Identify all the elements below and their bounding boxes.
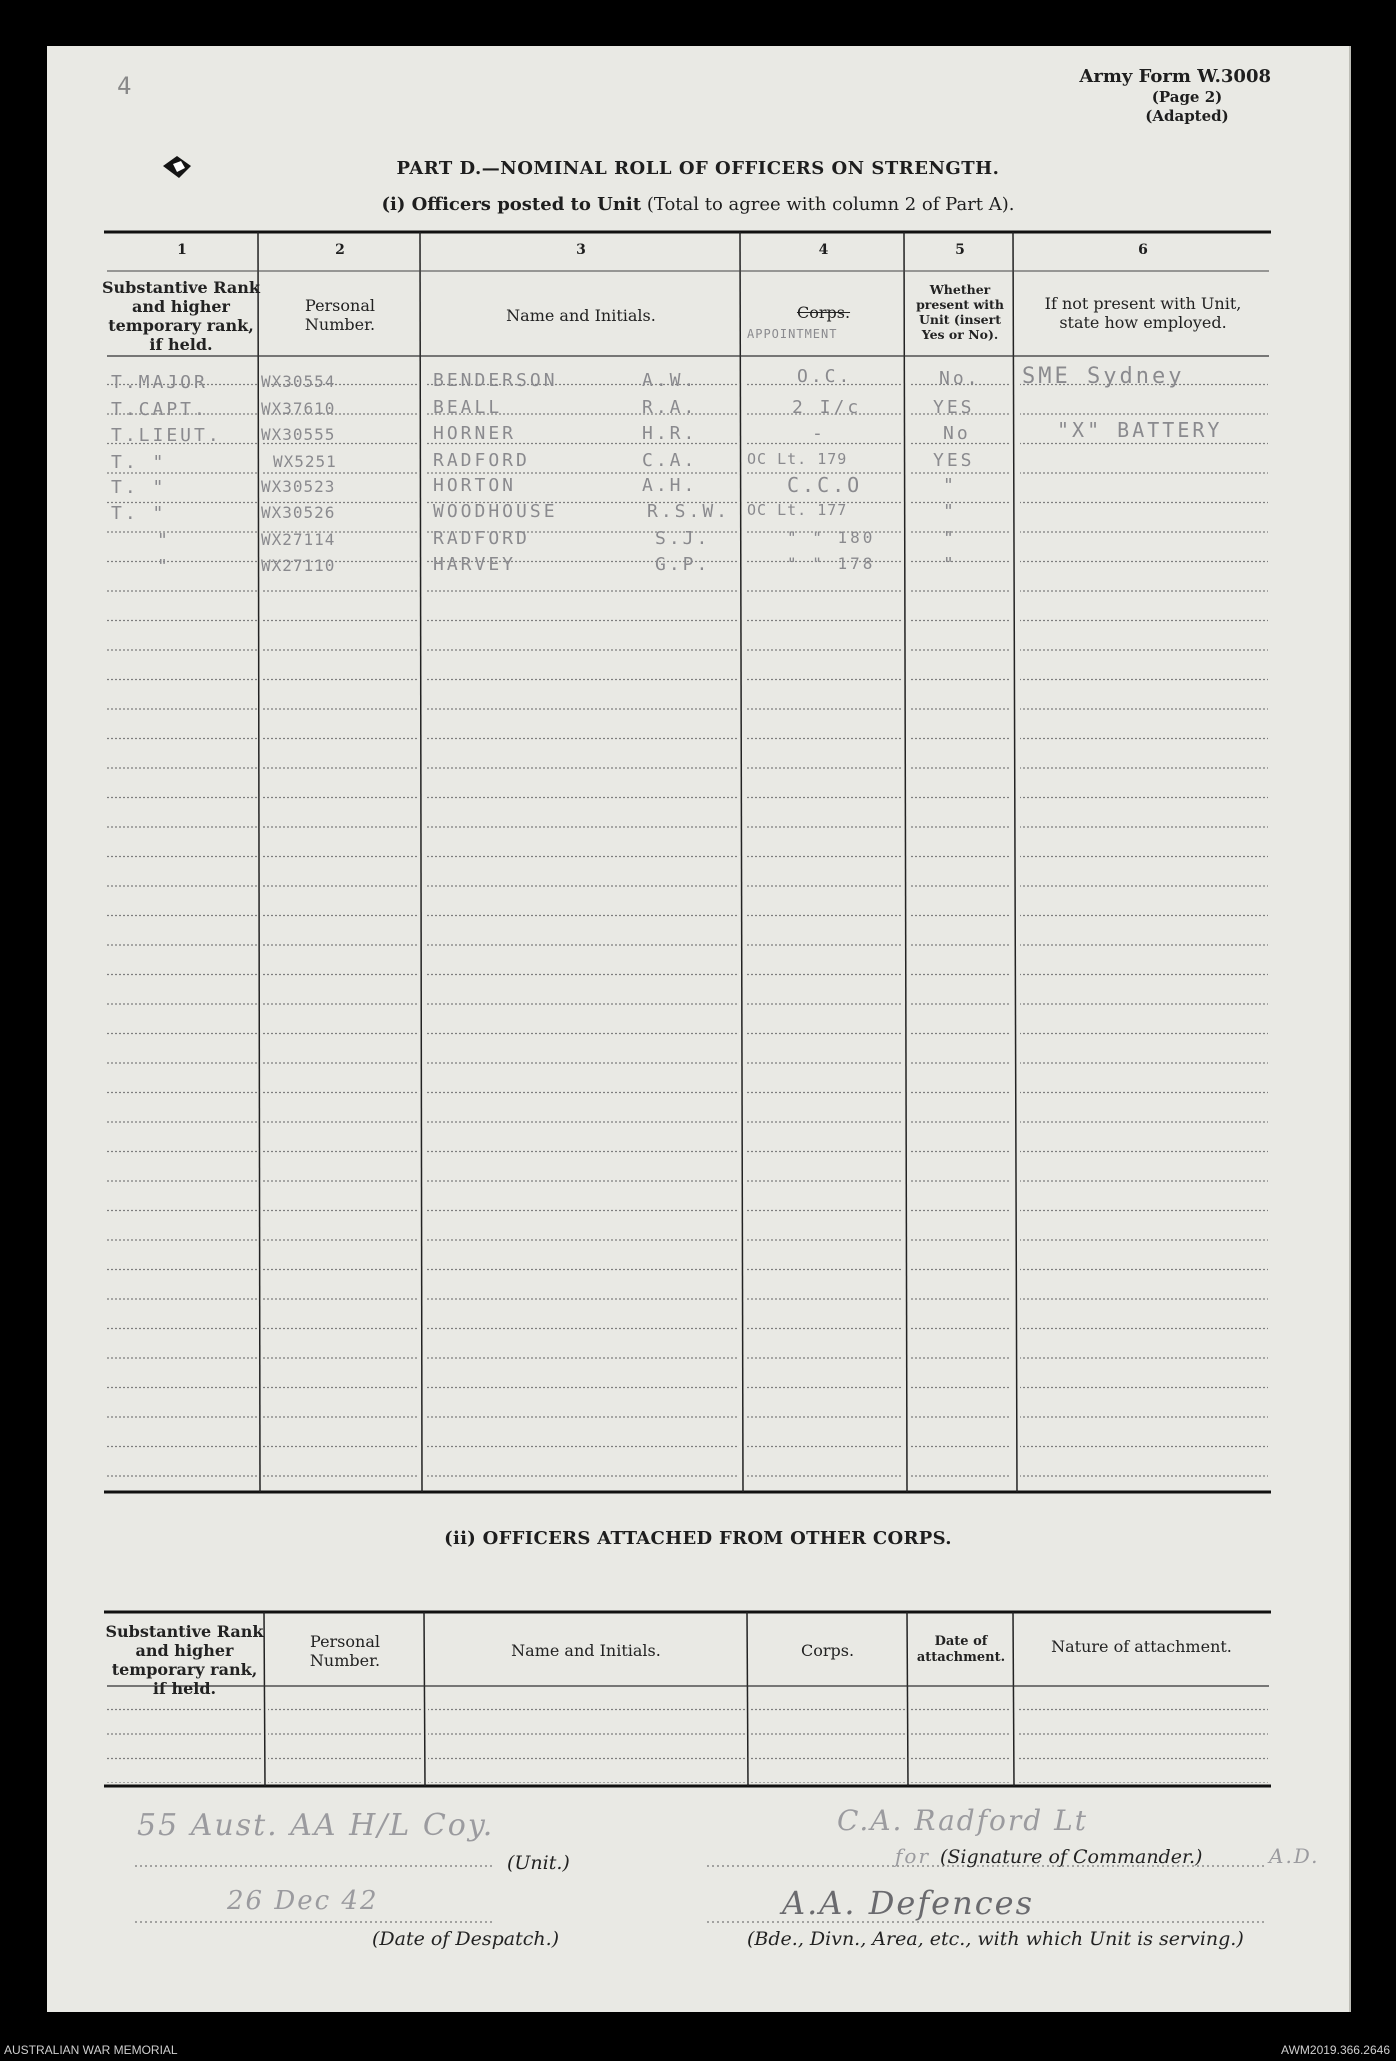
- cell-present: ": [943, 475, 957, 496]
- form-name: Army Form W.3008: [1079, 66, 1271, 87]
- cell-present: No.: [939, 368, 981, 389]
- cell-corps: OC Lt. 179: [747, 450, 848, 468]
- attached-header-date-line: Date of: [934, 1634, 988, 1649]
- formation-label: (Bde., Divn., Area, etc., with which Unit is serving.): [747, 1928, 1244, 1950]
- signature-label: (Signature of Commander.): [940, 1846, 1203, 1868]
- cell-employed: SME Sydney: [1022, 364, 1185, 389]
- cell-initials: A.H.: [642, 475, 698, 496]
- header-rank-line: and higher: [132, 297, 230, 316]
- form-page-number: (Page 2): [1151, 88, 1223, 106]
- attached-header-nature: Nature of attachment.: [1051, 1637, 1232, 1656]
- attached-header-rank-line: temporary rank,: [111, 1660, 258, 1679]
- unit-label: (Unit.): [507, 1852, 570, 1874]
- col-number-3: 3: [576, 242, 586, 258]
- cell-present: ": [943, 554, 957, 575]
- cell-number: WX27110: [261, 556, 336, 575]
- cell-name: HORNER: [433, 423, 517, 444]
- cell-corps: -: [812, 423, 826, 444]
- cell-corps: OC Lt. 177: [747, 501, 848, 519]
- signature-suffix: A.D.: [1269, 1844, 1320, 1868]
- header-whether-line: Unit (insert: [919, 312, 1001, 327]
- attached-header-rank-line: if held.: [152, 1679, 217, 1698]
- cell-corps: C.C.O: [787, 473, 863, 497]
- header-rank-line: Substantive Rank: [101, 278, 261, 297]
- cell-name: WOODHOUSE: [433, 501, 558, 522]
- cell-initials: A.W.: [642, 370, 698, 391]
- cell-number: WX27114: [261, 530, 336, 549]
- cell-number: WX30555: [261, 425, 336, 444]
- cell-corps: O.C.: [797, 366, 853, 387]
- part-d-subtitle-bold: (i) Officers posted to Unit: [381, 194, 642, 215]
- header-personal-line: Personal: [305, 296, 375, 315]
- part-d-title: PART D.—NOMINAL ROLL OF OFFICERS ON STRENGTH.: [396, 158, 1000, 179]
- header-rank: [91, 278, 271, 354]
- header-corps: Corps.: [796, 303, 851, 322]
- header-not-present: [1017, 294, 1269, 332]
- cell-initials: R.S.W.: [647, 501, 731, 522]
- cell-name: RADFORD: [433, 528, 530, 549]
- cell-number: WX30523: [261, 477, 336, 496]
- cell-initials: C.A.: [642, 450, 698, 471]
- attached-header-date: [908, 1634, 1014, 1666]
- signature-value: C.A. Radford Lt: [837, 1804, 1088, 1837]
- header-not-present-line: state how employed.: [1059, 313, 1227, 332]
- col-number-5: 5: [955, 242, 965, 258]
- header-corps-handwritten: APPOINTMENT: [747, 327, 838, 341]
- archive-credit: AUSTRALIAN WAR MEMORIAL: [4, 2043, 178, 2057]
- cell-rank: T.MAJOR: [111, 372, 208, 393]
- part-d-subtitle-rest: (Total to agree with column 2 of Part A).: [646, 194, 1015, 215]
- header-personal-number: [260, 296, 420, 334]
- form-adapted: (Adapted): [1145, 107, 1229, 125]
- header-whether-line: Yes or No).: [921, 327, 999, 342]
- cell-present: YES: [933, 397, 975, 418]
- col-number-4: 4: [818, 242, 829, 258]
- attached-header-date-line: attachment.: [916, 1650, 1006, 1665]
- header-rank-line: if held.: [149, 335, 213, 354]
- date-value: 26 Dec 42: [227, 1886, 379, 1916]
- cell-rank: T. ": [111, 503, 167, 524]
- attached-header-name: Name and Initials.: [511, 1641, 661, 1660]
- attached-header-rank-line: Substantive Rank: [105, 1622, 264, 1641]
- unit-value: 55 Aust. AA H/L Coy.: [137, 1808, 495, 1843]
- header-personal-line: Number.: [304, 315, 376, 334]
- cell-rank: T.CAPT.: [111, 399, 208, 420]
- cell-name: HARVEY: [433, 554, 517, 575]
- formation-value: A.A. Defences: [782, 1884, 1034, 1922]
- corner-mark: 4: [117, 72, 135, 100]
- cell-rank: ": [157, 556, 171, 577]
- attached-header-rank: [97, 1622, 272, 1698]
- cell-initials: R.A.: [642, 397, 698, 418]
- attached-header-personal-line: Number.: [309, 1651, 381, 1670]
- cell-corps: " " 180: [787, 528, 876, 547]
- cell-number: WX37610: [261, 399, 336, 418]
- col-number-2: 2: [335, 242, 345, 258]
- cell-present: No: [943, 423, 971, 444]
- header-whether-line: Whether: [929, 282, 991, 297]
- cell-number: WX30526: [261, 503, 336, 522]
- attached-header-personal: [265, 1632, 425, 1670]
- header-whether-present: [907, 282, 1013, 342]
- header-rank-line: temporary rank,: [108, 316, 254, 335]
- cell-rank: T.LIEUT.: [111, 425, 222, 446]
- form-page: [47, 46, 1351, 2012]
- cell-present: ": [943, 528, 957, 549]
- archive-reference: AWM2019.366.2646: [1281, 2043, 1390, 2057]
- cell-employed: "X" BATTERY: [1057, 418, 1223, 442]
- attached-header-rank-line: and higher: [135, 1641, 234, 1660]
- cell-corps: 2 I/c: [792, 397, 862, 418]
- cell-initials: H.R.: [642, 423, 698, 444]
- signature-for: for: [895, 1844, 931, 1868]
- cell-name: HORTON: [433, 475, 517, 496]
- cell-number: WX5251: [273, 452, 337, 471]
- attached-header-personal-line: Personal: [310, 1632, 380, 1651]
- attached-header-corps: Corps.: [800, 1641, 855, 1660]
- cell-name: BENDERSON: [433, 370, 558, 391]
- col-number-1: 1: [177, 242, 187, 258]
- cell-name: BEALL: [433, 397, 503, 418]
- col-number-6: 6: [1138, 242, 1148, 258]
- cell-initials: S.J.: [655, 528, 711, 549]
- cell-present: ": [943, 501, 957, 522]
- cell-rank: ": [157, 530, 171, 551]
- date-label: (Date of Despatch.): [372, 1928, 560, 1950]
- header-not-present-line: If not present with Unit,: [1044, 294, 1242, 313]
- cell-present: YES: [933, 450, 975, 471]
- cell-name: RADFORD: [433, 450, 530, 471]
- header-whether-line: present with: [916, 297, 1004, 312]
- cell-rank: T. ": [111, 477, 167, 498]
- part-ii-title: (ii) OFFICERS ATTACHED FROM OTHER CORPS.: [444, 1528, 952, 1549]
- cell-corps: " " 178: [787, 554, 876, 573]
- cell-number: WX30554: [261, 372, 336, 391]
- header-name-initials: Name and Initials.: [506, 306, 656, 325]
- cell-initials: G.P.: [655, 554, 711, 575]
- cell-rank: T. ": [111, 452, 167, 473]
